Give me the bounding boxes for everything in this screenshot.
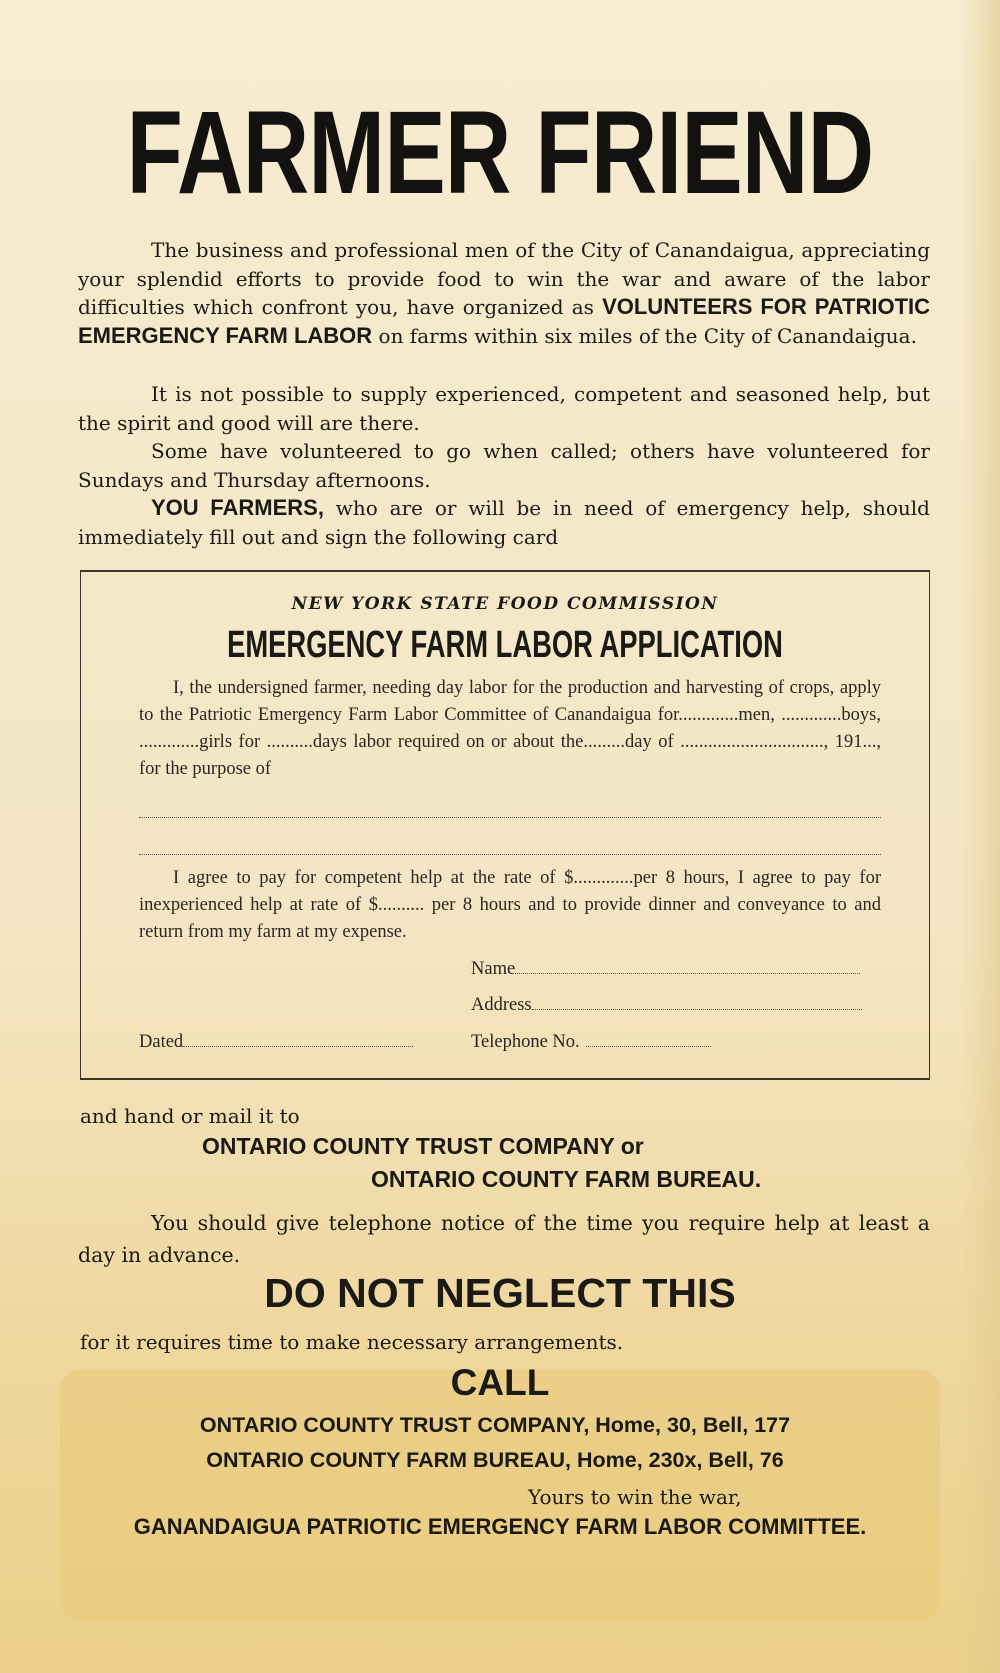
address-label: Address bbox=[471, 995, 532, 1015]
poster-title: FARMER FRIEND bbox=[126, 87, 874, 219]
paragraph-4 bbox=[78, 494, 930, 551]
hand-or-mail: and hand or mail it to bbox=[80, 1104, 300, 1128]
committee-signature: GANANDAIGUA PATRIOTIC EMERGENCY FARM LABOR COMMITTEE. bbox=[133, 1514, 867, 1539]
name-blank[interactable] bbox=[515, 959, 860, 974]
intro-text-start: The business and professional men of the City of Canandaigua, appreciating your splendid efforts to provide food to win the war and aware of the labor difficulties which confront you, have organized as bbox=[78, 238, 930, 319]
you-farmers: YOU FARMERS, bbox=[151, 495, 324, 520]
purpose-line-2[interactable] bbox=[139, 854, 881, 855]
food-commission-heading: NEW YORK STATE FOOD COMMISSION bbox=[291, 594, 719, 614]
wage-agreement: I agree to pay for competent help at the rate of $.............per 8 hours, I agree to pay for inexperienced help at rate of $.......... per 8 hours and to provide dinner and conveyance to and return from my farm at my expense. bbox=[139, 868, 881, 942]
dated-field[interactable] bbox=[139, 1032, 413, 1053]
call-farm-bureau: ONTARIO COUNTY FARM BUREAU, Home, 230x, Bell, 76 bbox=[206, 1448, 784, 1472]
paragraph-2: It is not possible to supply experienced, competent and seasoned help, but the spirit and good will are there. bbox=[78, 382, 930, 435]
closing: Yours to win the war, bbox=[528, 1485, 742, 1509]
intro-text-end: on farms within six miles of the City of Canandaigua. bbox=[372, 323, 917, 348]
dated-label: Dated bbox=[139, 1032, 184, 1052]
application-card bbox=[80, 570, 930, 1080]
address-field[interactable] bbox=[471, 995, 862, 1016]
do-not-neglect: DO NOT NEGLECT THIS bbox=[264, 1270, 736, 1316]
call-trust-company: ONTARIO COUNTY TRUST COMPANY, Home, 30, Bell, 177 bbox=[199, 1413, 791, 1437]
paragraph-3: Some have volunteered to go when called; others have volunteered for Sundays and Thursday afternoons. bbox=[78, 439, 930, 492]
intro-bold: VOLUNTEERS FOR PATRIOTIC EMERGENCY FARM LABOR bbox=[78, 294, 931, 348]
requires-time: for it requires time to make necessary arrangements. bbox=[80, 1330, 624, 1354]
paragraph-4-rest: who are or will be in need of emergency help, should immediately fill out and sign the following card bbox=[78, 496, 930, 549]
call-heading: CALL bbox=[450, 1362, 550, 1403]
intro-paragraph bbox=[78, 236, 930, 350]
telephone-label: Telephone No. bbox=[471, 1032, 580, 1052]
purpose-line-1[interactable] bbox=[139, 817, 881, 818]
name-label: Name bbox=[471, 959, 516, 979]
application-intro bbox=[139, 675, 881, 783]
application-line-2: Canandaigua for.............men, .............boys, .............girls for ..........days labor required on or about the.........day of ..............................., 191..., for the purpose of bbox=[139, 705, 882, 779]
telephone-blank[interactable] bbox=[586, 1032, 711, 1047]
application-title: EMERGENCY FARM LABOR APPLICATION bbox=[227, 624, 783, 666]
dated-blank[interactable] bbox=[183, 1032, 413, 1047]
application-line-1: I, the undersigned farmer, needing day labor for the production and harvesting of crops, apply to the Patriotic Emergency Farm Labor Committee of bbox=[139, 678, 881, 725]
telephone-notice: You should give telephone notice of the time you require help at least a day in advance. bbox=[78, 1211, 930, 1267]
telephone-field[interactable] bbox=[471, 1032, 711, 1053]
farm-bureau-line: ONTARIO COUNTY FARM BUREAU. bbox=[371, 1166, 762, 1192]
name-field[interactable] bbox=[471, 959, 860, 980]
trust-company-line: ONTARIO COUNTY TRUST COMPANY or bbox=[202, 1133, 644, 1159]
address-blank[interactable] bbox=[532, 995, 862, 1010]
